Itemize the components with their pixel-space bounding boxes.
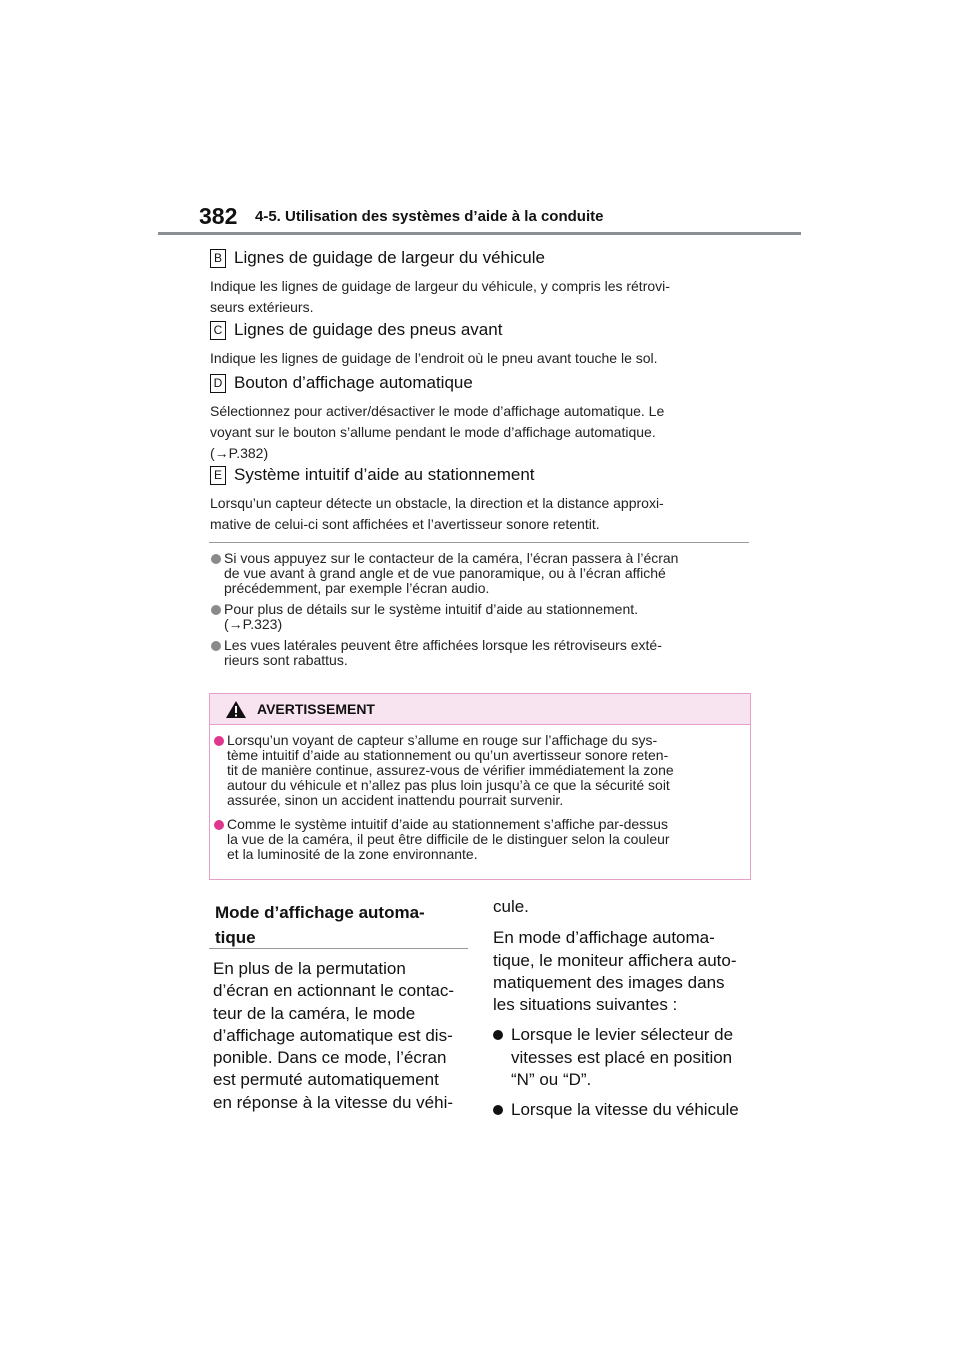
item-e-line-2: mative de celui-ci sont affichées et l’avertisseur sonore retentit. [210, 516, 600, 532]
warning-header [210, 694, 750, 725]
warning-text [227, 733, 674, 808]
note-text [224, 551, 678, 596]
note-2-line-1: Pour plus de détails sur le système intuitif d’aide au stationnement. [224, 601, 639, 617]
bullet-dot-icon [493, 1030, 503, 1040]
left-line-4: d’affichage automatique est dis- [213, 1025, 453, 1045]
item-e-letter: E [210, 466, 226, 485]
note-item [211, 551, 756, 596]
header-rule [158, 232, 801, 235]
section-title: 4-5. Utilisation des systèmes d’aide à la conduite [255, 208, 604, 225]
bullet-dot-icon [211, 554, 221, 564]
item-d-line-1: Sélectionnez pour activer/désactiver le mode d’affichage automatique. Le [210, 403, 665, 419]
subsection-heading-line-2: tique [215, 928, 256, 947]
warning-1-line-2: tème intuitif d’aide au stationnement ou qu’un avertisseur sonore reten- [227, 747, 669, 763]
right-line-4: les situations suivantes : [493, 995, 678, 1015]
item-d-line-2: voyant sur le bouton s’allume pendant le mode d’affichage automatique. [210, 424, 656, 440]
note-3-line-2: rieurs sont rabattus. [224, 652, 348, 668]
item-b-description [210, 276, 755, 318]
right-intro: cule. [493, 897, 529, 916]
note-1-line-3: précédemment, par exemple l’écran audio. [224, 580, 490, 596]
item-b-heading [210, 248, 755, 268]
left-line-7: en réponse à la vitesse du véhi- [213, 1092, 454, 1112]
bullet-dot-icon [493, 1105, 503, 1115]
item-e-title: Système intuitif d’aide au stationnement [234, 465, 535, 484]
warning-body [210, 725, 750, 862]
note-1-line-1: Si vous appuyez sur le contacteur de la caméra, l’écran passera à l’écran [224, 550, 679, 566]
warning-2-line-1: Comme le système intuitif d’aide au stationnement s’affiche par-dessus [227, 816, 668, 832]
item-d-description [210, 401, 755, 464]
subsection-rule [209, 948, 468, 949]
condition-text [511, 1024, 733, 1091]
note-1-line-2: de vue avant à grand angle et de vue panoramique, ou à l’écran affiché [224, 565, 666, 581]
item-d-line-3: (→P.382) [210, 445, 269, 461]
note-item [211, 638, 756, 668]
condition-1-line-1: Lorsque le levier sélecteur de [511, 1025, 734, 1045]
left-line-3: teur de la caméra, le mode [213, 1003, 416, 1023]
note-text [224, 638, 662, 668]
left-line-6: est permuté automatiquement [213, 1070, 439, 1090]
warning-1-line-1: Lorsqu’un voyant de capteur s’allume en rouge sur l’affichage du sys- [227, 732, 658, 748]
left-column-text [213, 958, 473, 1114]
item-d [210, 373, 755, 464]
item-c-letter: C [210, 321, 226, 340]
bullet-dot-icon [214, 820, 224, 830]
bullet-dot-icon [211, 641, 221, 651]
subsection-heading-line-1: Mode d’affichage automa- [215, 903, 425, 922]
bullet-dot-icon [211, 605, 221, 615]
warning-1-line-5: assurée, sinon un accident inattendu pourrait survenir. [227, 792, 564, 808]
item-e-description [210, 493, 755, 535]
bullet-dot-icon [214, 736, 224, 746]
notes-list [211, 551, 756, 674]
warning-item [214, 733, 750, 808]
item-c-description [210, 348, 755, 369]
warning-triangle-icon [225, 700, 247, 719]
left-line-5: ponible. Dans ce mode, l’écran [213, 1048, 447, 1068]
item-b-title: Lignes de guidage de largeur du véhicule [234, 248, 545, 267]
item-b [210, 248, 755, 318]
subsection-heading [215, 900, 465, 950]
warning-text [227, 817, 670, 862]
warning-2-line-3: et la luminosité de la zone environnante. [227, 846, 478, 862]
warning-box [209, 693, 751, 880]
item-b-line-2: seurs extérieurs. [210, 299, 314, 315]
left-line-2: d’écran en actionnant le contac- [213, 981, 454, 1001]
item-e-heading [210, 465, 755, 485]
item-c [210, 320, 755, 369]
right-line-3: matiquement des images dans [493, 972, 725, 992]
page-number: 382 [199, 203, 238, 229]
condition-1-line-3: “N” ou “D”. [511, 1070, 592, 1090]
condition-2-line-1: Lorsque la vitesse du véhicule [511, 1100, 739, 1120]
note-3-line-1: Les vues latérales peuvent être affichées lorsque les rétroviseurs exté- [224, 637, 662, 653]
warning-title: AVERTISSEMENT [257, 701, 375, 717]
notes-divider [209, 542, 749, 543]
warning-1-line-3: tit de manière continue, assurez-vous de vérifier immédiatement la zone [227, 762, 674, 778]
item-c-line-1: Indique les lignes de guidage de l’endroit où le pneu avant touche le sol. [210, 350, 658, 366]
note-2-line-2: (→P.323) [224, 616, 283, 632]
note-item [211, 602, 756, 632]
condition-1-line-2: vitesses est placé en position [511, 1047, 733, 1067]
item-b-letter: B [210, 249, 226, 268]
item-d-title: Bouton d’affichage automatique [234, 373, 473, 392]
note-text [224, 602, 638, 632]
right-column-text [493, 896, 755, 1122]
item-d-letter: D [210, 374, 226, 393]
item-d-heading [210, 373, 755, 393]
warning-item [214, 817, 750, 862]
item-c-heading [210, 320, 755, 340]
warning-1-line-4: autour du véhicule et n’allez pas plus loin jusqu’à ce que la sécurité soit [227, 777, 670, 793]
item-e-line-1: Lorsqu’un capteur détecte un obstacle, la direction et la distance approxi- [210, 495, 664, 511]
right-line-2: tique, le moniteur affichera auto- [493, 950, 737, 970]
condition-item [493, 1024, 755, 1091]
warning-2-line-2: la vue de la caméra, il peut être difficile de le distinguer selon la couleur [227, 831, 670, 847]
item-e [210, 465, 755, 535]
condition-item [493, 1099, 755, 1121]
item-b-line-1: Indique les lignes de guidage de largeur du véhicule, y compris les rétrovi- [210, 278, 670, 294]
item-c-title: Lignes de guidage des pneus avant [234, 320, 503, 339]
right-paragraph [493, 927, 755, 1016]
right-line-1: En mode d’affichage automa- [493, 928, 715, 948]
left-line-1: En plus de la permutation [213, 959, 406, 978]
condition-text [511, 1099, 739, 1121]
